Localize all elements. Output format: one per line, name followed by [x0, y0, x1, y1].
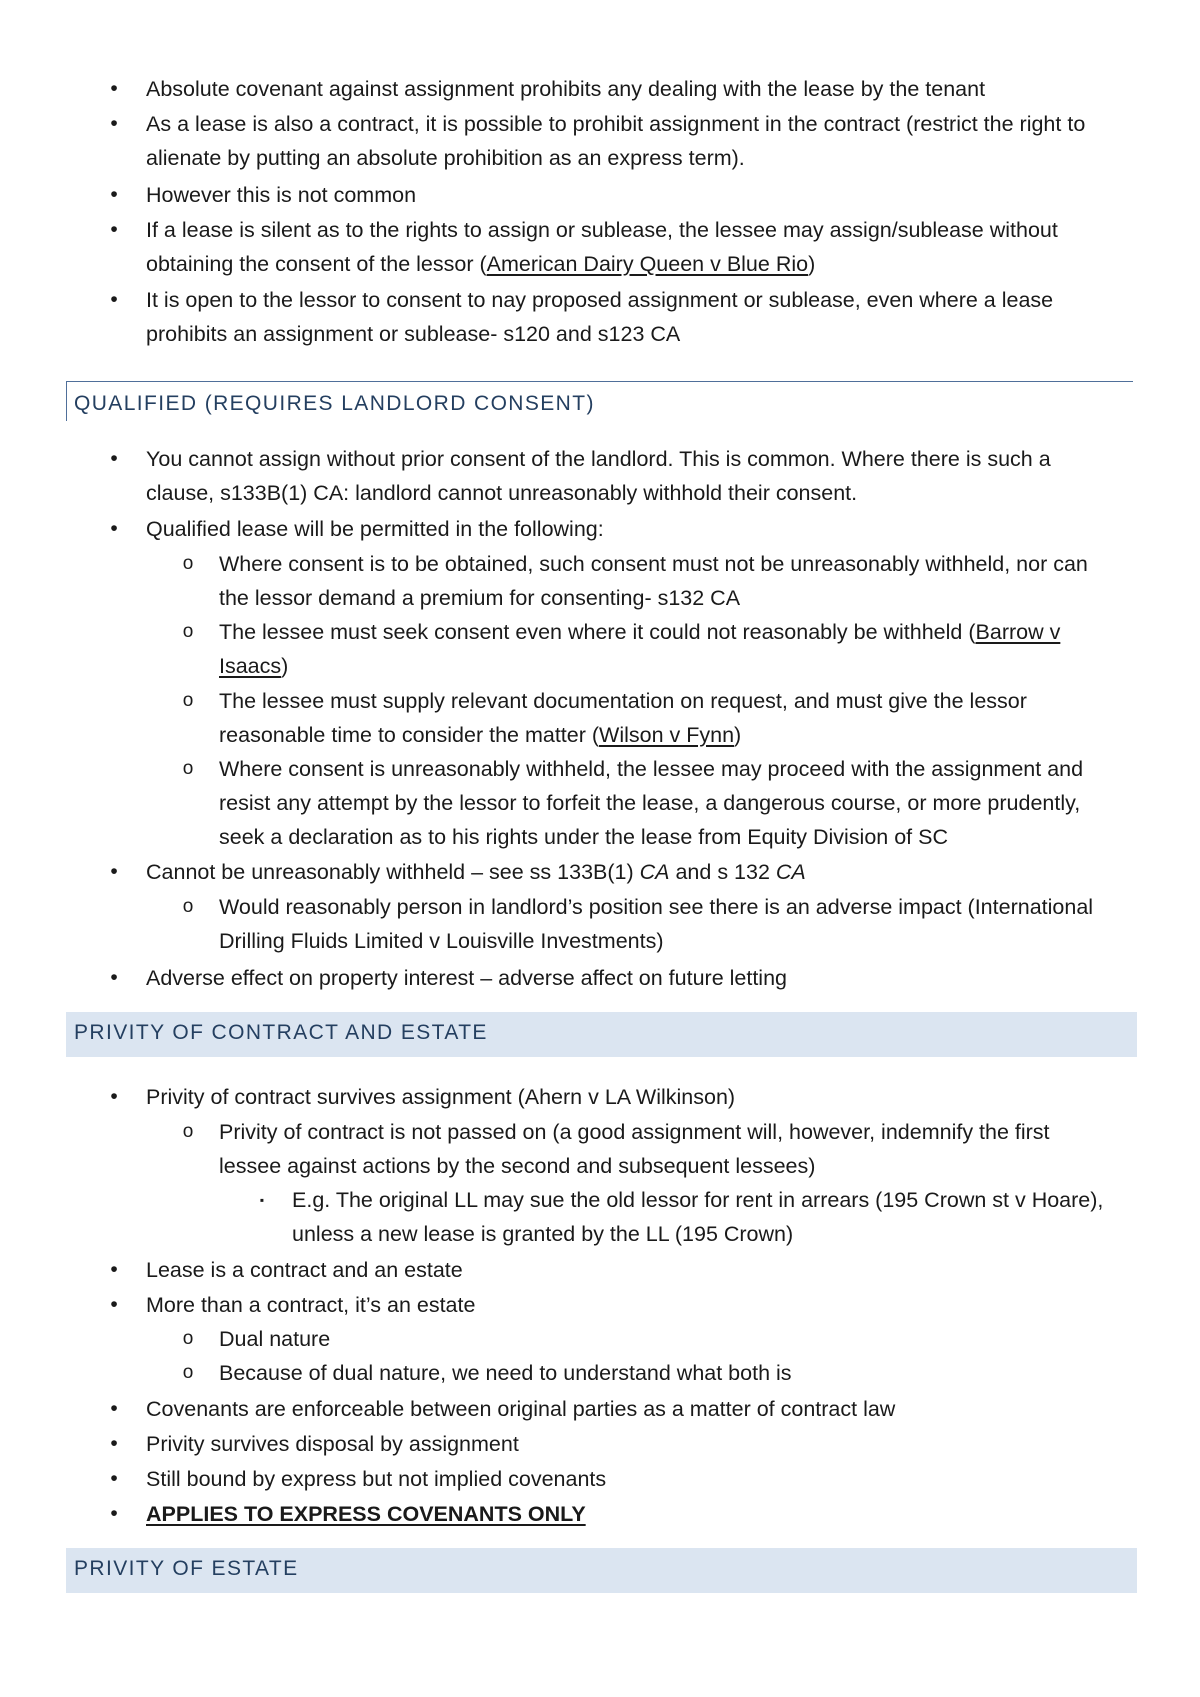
list-item-line — [219, 615, 1060, 649]
bullet-marker: • — [110, 112, 118, 135]
sub-bullet-marker: o — [182, 553, 194, 574]
sub-sub-list-item — [292, 1183, 1103, 1251]
list-item: More than a contract, it’s an estate — [146, 1293, 476, 1317]
list-item: Absolute covenant against assignment prohibits any dealing with the lease by the tenant — [146, 77, 986, 101]
list-item-line: Privity of contract is not passed on (a good assignment will, however, indemnify the first — [219, 1120, 1050, 1144]
sub-bullet-marker: o — [182, 690, 194, 711]
list-item: However this is not common — [146, 183, 417, 207]
sub-list-item — [219, 615, 1060, 683]
sub-list-item — [219, 890, 1093, 958]
text-segment: CA — [775, 860, 806, 884]
bullet-marker: • — [110, 447, 118, 470]
bullet-marker: • — [110, 1432, 118, 1455]
text-segment: and s 132 — [669, 860, 776, 884]
list-item-line — [146, 247, 1058, 281]
list-item-line: alienate by putting an absolute prohibition as an express term). — [146, 146, 745, 170]
list-item-line: the lessor demand a premium for consenting- s132 CA — [219, 586, 741, 610]
case-citation: Barrow v — [975, 620, 1061, 644]
section-heading-qualified — [66, 381, 1133, 421]
list-item-line: seek a declaration as to his rights under the lease from Equity Division of SC — [219, 825, 948, 849]
list-item: Still bound by express but not implied covenants — [146, 1467, 607, 1491]
list-item-line: Where consent is unreasonably withheld, the lessee may proceed with the assignment and — [219, 757, 1084, 781]
text-segment: obtaining the consent of the lessor ( — [146, 252, 487, 276]
bullet-marker: • — [110, 288, 118, 311]
bullet-marker: • — [110, 183, 118, 206]
list-item — [146, 442, 1051, 510]
sub-bullet-marker: o — [182, 621, 194, 642]
list-item: Qualified lease will be permitted in the following: — [146, 517, 604, 541]
list-item-line: unless a new lease is granted by the LL (195 Crown) — [292, 1222, 794, 1246]
section-heading-privity-estate — [66, 1548, 1137, 1593]
text-segment: reasonable time to consider the matter ( — [219, 723, 600, 747]
text-segment: The lessee must seek consent even where it could not reasonably be withheld ( — [219, 620, 976, 644]
case-citation: Wilson v Fynn — [599, 723, 735, 747]
sub-bullet-marker: o — [182, 1121, 194, 1142]
text-segment: Cannot be unreasonably withheld – see ss 133B(1) — [146, 860, 640, 884]
list-item-line: If a lease is silent as to the rights to assign or sublease, the lessee may assign/sublease without — [146, 218, 1058, 242]
list-item — [146, 213, 1058, 281]
list-item-line: As a lease is also a contract, it is possible to prohibit assignment in the contract (restrict the right to — [146, 112, 1086, 136]
list-item-line — [219, 718, 1027, 752]
section-heading-text: PRIVITY OF ESTATE — [74, 1557, 299, 1580]
list-item: Lease is a contract and an estate — [146, 1258, 463, 1282]
list-item-emphasis: APPLIES TO EXPRESS COVENANTS ONLY — [146, 1502, 586, 1526]
list-item-line: It is open to the lessor to consent to nay proposed assignment or sublease, even where a lease — [146, 288, 1054, 312]
case-citation: Isaacs — [219, 654, 282, 678]
list-item — [146, 855, 806, 889]
list-item: Privity of contract survives assignment (Ahern v LA Wilkinson) — [146, 1085, 736, 1109]
bullet-marker: • — [110, 1397, 118, 1420]
list-item-line: E.g. The original LL may sue the old lessor for rent in arrears (195 Crown st v Hoare), — [292, 1188, 1104, 1212]
sub-list-item — [219, 547, 1088, 615]
sub-list-item — [219, 752, 1083, 854]
section-heading-text: QUALIFIED (REQUIRES LANDLORD CONSENT) — [74, 392, 595, 415]
text-segment: ) — [281, 654, 289, 678]
sub-list-item — [219, 1115, 1050, 1183]
sub-bullet-marker: o — [182, 896, 194, 917]
bullet-marker: • — [110, 517, 118, 540]
list-item — [146, 283, 1053, 351]
bullet-marker: • — [110, 77, 118, 100]
list-item: Privity survives disposal by assignment — [146, 1432, 519, 1456]
list-item-line: resist any attempt by the lessor to forfeit the lease, a dangerous course, or more prudently, — [219, 791, 1081, 815]
square-bullet-marker: ▪ — [259, 1193, 265, 1207]
bullet-marker: • — [110, 1467, 118, 1490]
bullet-marker: • — [110, 1085, 118, 1108]
bullet-marker: • — [110, 1258, 118, 1281]
sub-list-item: Dual nature — [219, 1327, 331, 1351]
text-segment: ) — [808, 252, 816, 276]
list-item: Adverse effect on property interest – adverse affect on future letting — [146, 966, 788, 990]
list-item: Covenants are enforceable between original parties as a matter of contract law — [146, 1397, 896, 1421]
sub-list-item: Because of dual nature, we need to understand what both is — [219, 1361, 792, 1385]
list-item-line: prohibits an assignment or sublease- s120 and s123 CA — [146, 322, 681, 346]
case-citation: American Dairy Queen v Blue Rio — [486, 252, 809, 276]
text-segment: CA — [639, 860, 670, 884]
sub-list-item — [219, 684, 1027, 752]
bullet-marker: • — [110, 1502, 118, 1525]
sub-bullet-marker: o — [182, 1328, 194, 1349]
list-item-line — [219, 649, 1060, 683]
bullet-marker: • — [110, 860, 118, 883]
sub-bullet-marker: o — [182, 758, 194, 779]
text-segment: ) — [734, 723, 742, 747]
bullet-marker: • — [110, 218, 118, 241]
bullet-marker: • — [110, 1293, 118, 1316]
sub-bullet-marker: o — [182, 1362, 194, 1383]
list-item-line: lessee against actions by the second and subsequent lessees) — [219, 1154, 816, 1178]
list-item-line: Where consent is to be obtained, such consent must not be unreasonably withheld, nor can — [219, 552, 1088, 576]
list-item-line: Drilling Fluids Limited v Louisville Investments) — [219, 929, 664, 953]
list-item-line: The lessee must supply relevant documentation on request, and must give the lessor — [219, 689, 1027, 713]
list-item-line: You cannot assign without prior consent of the landlord. This is common. Where there is such a — [146, 447, 1051, 471]
section-heading-privity-contract-estate — [66, 1012, 1137, 1057]
list-item-line: Would reasonably person in landlord’s position see there is an adverse impact (International — [219, 895, 1094, 919]
list-item — [146, 107, 1085, 175]
section-heading-text: PRIVITY OF CONTRACT AND ESTATE — [74, 1021, 488, 1044]
bullet-marker: • — [110, 966, 118, 989]
list-item-line: clause, s133B(1) CA: landlord cannot unreasonably withhold their consent. — [146, 481, 858, 505]
